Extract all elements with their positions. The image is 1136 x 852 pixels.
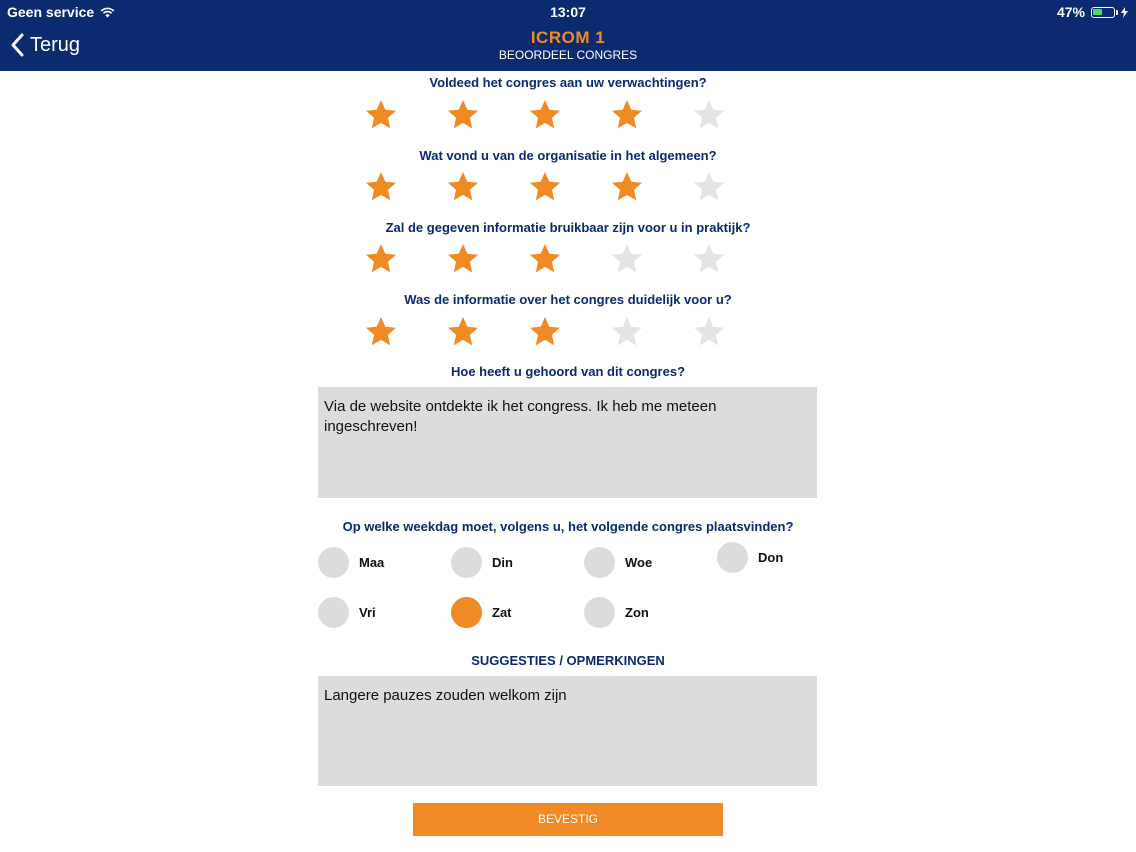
radio-option-maa[interactable] [318, 547, 384, 578]
radio-circle [318, 597, 349, 628]
rating-question-2: Wat vond u van de organisatie in het algemeen? [419, 148, 717, 163]
confirm-button[interactable]: BEVESTIG [413, 803, 723, 836]
radio-label: Woe [625, 555, 653, 570]
star-rating-2[interactable] [360, 170, 770, 204]
radio-option-woe[interactable] [584, 547, 652, 578]
battery-percent: 47% [1056, 4, 1085, 20]
page-subtitle: BEOORDEEL CONGRES [498, 48, 638, 62]
radio-option-vri[interactable] [318, 597, 376, 628]
radio-option-zat[interactable] [451, 597, 512, 628]
radio-circle [717, 542, 748, 573]
star-filled-icon[interactable] [524, 98, 606, 132]
radio-circle [584, 547, 615, 578]
star-filled-icon[interactable] [442, 98, 524, 132]
rating-question-4: Was de informatie over het congres duidelijk voor u? [404, 292, 732, 307]
radio-circle [451, 597, 482, 628]
back-label: Terug [30, 33, 81, 56]
radio-label: Zat [492, 605, 512, 620]
status-time: 13:07 [550, 4, 586, 20]
page-title [0, 29, 1136, 63]
radio-label: Maa [359, 555, 385, 570]
star-filled-icon[interactable] [524, 315, 606, 349]
radio-label: Don [758, 550, 784, 565]
star-empty-icon[interactable] [688, 98, 770, 132]
star-filled-icon[interactable] [606, 170, 688, 204]
radio-circle [584, 597, 615, 628]
radio-label: Zon [625, 605, 649, 620]
star-filled-icon[interactable] [360, 315, 442, 349]
star-filled-icon[interactable] [442, 170, 524, 204]
radio-circle [451, 547, 482, 578]
radio-option-zon[interactable] [584, 597, 649, 628]
star-empty-icon[interactable] [606, 315, 688, 349]
star-filled-icon[interactable] [442, 242, 524, 276]
page-title-main: ICROM 1 [530, 28, 606, 47]
star-empty-icon[interactable] [606, 242, 688, 276]
star-rating-3[interactable] [360, 242, 770, 276]
star-rating-1[interactable] [360, 98, 770, 132]
star-filled-icon[interactable] [606, 98, 688, 132]
radio-label: Vri [359, 605, 376, 620]
star-filled-icon[interactable] [442, 315, 524, 349]
heard-textarea[interactable]: Via de website ontdekte ik het congress. Ik heb me meteen ingeschreven! [318, 387, 817, 498]
rating-question-3: Zal de gegeven informatie bruikbaar zijn voor u in praktijk? [385, 220, 751, 235]
rating-question-1: Voldeed het congres aan uw verwachtingen? [429, 75, 707, 90]
charging-icon [1121, 7, 1128, 18]
weekday-question: Op welke weekdag moet, volgens u, het volgende congres plaatsvinden? [342, 519, 794, 534]
star-filled-icon[interactable] [524, 170, 606, 204]
battery-icon [1091, 7, 1115, 18]
suggestions-textarea[interactable]: Langere pauzes zouden welkom zijn [318, 676, 817, 786]
star-filled-icon[interactable] [524, 242, 606, 276]
star-empty-icon[interactable] [688, 315, 770, 349]
heard-question: Hoe heeft u gehoord van dit congres? [450, 364, 686, 379]
star-empty-icon[interactable] [688, 242, 770, 276]
star-filled-icon[interactable] [360, 98, 442, 132]
star-empty-icon[interactable] [688, 170, 770, 204]
star-rating-4[interactable] [360, 315, 770, 349]
radio-label: Din [492, 555, 513, 570]
star-filled-icon[interactable] [360, 242, 442, 276]
radio-circle [318, 547, 349, 578]
suggestions-title: SUGGESTIES / OPMERKINGEN [471, 653, 665, 668]
status-battery [1057, 4, 1128, 20]
radio-option-din[interactable] [451, 547, 513, 578]
top-bar [0, 0, 1136, 71]
star-filled-icon[interactable] [360, 170, 442, 204]
radio-option-don[interactable] [717, 542, 783, 573]
carrier-label: Geen service [7, 4, 95, 20]
